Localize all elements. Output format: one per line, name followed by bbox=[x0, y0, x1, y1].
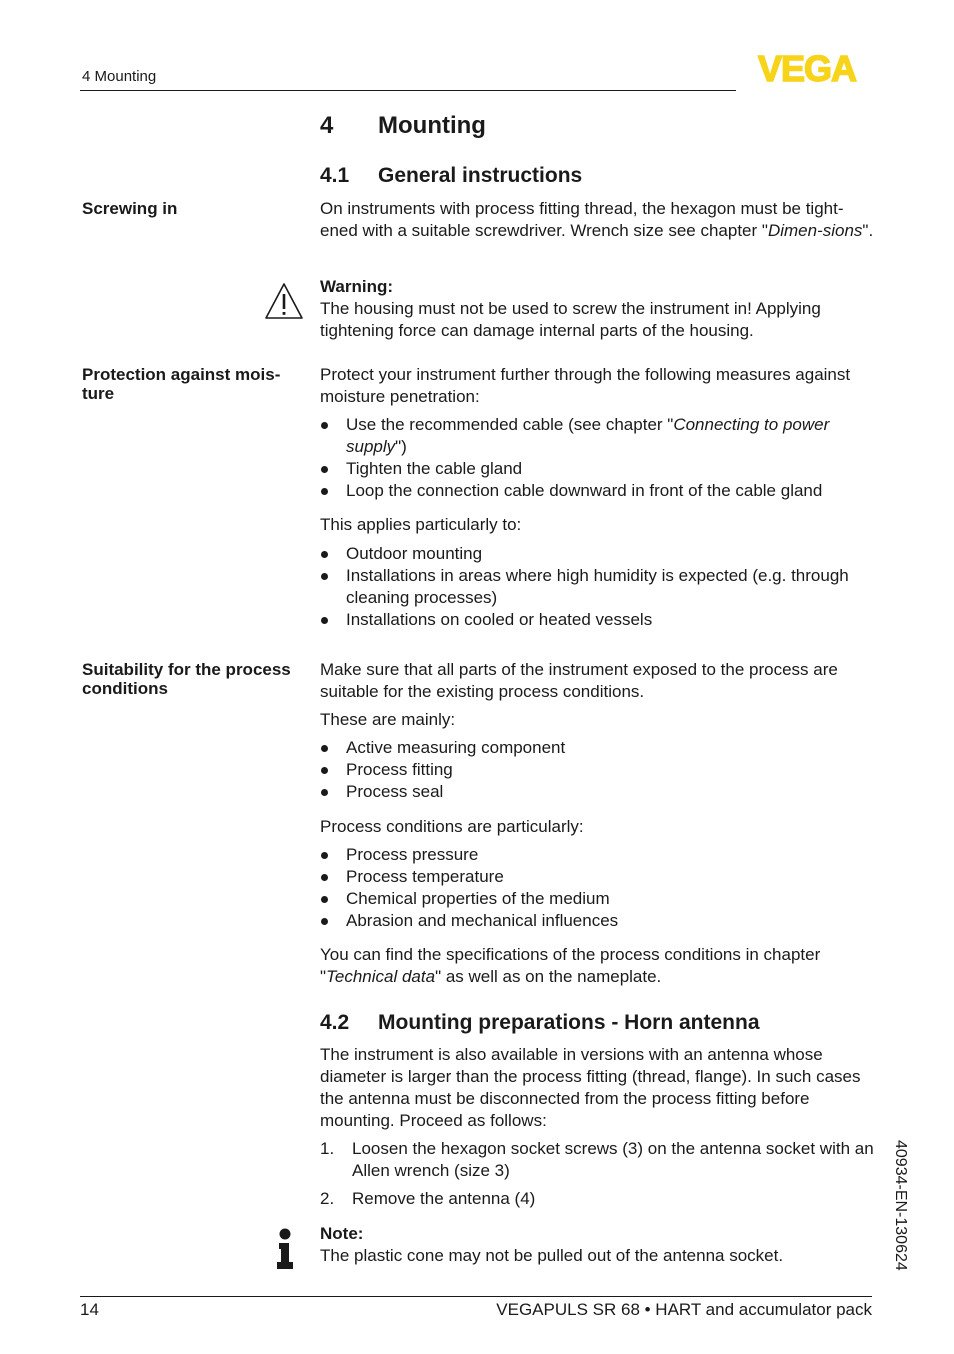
list-item: Process pressure bbox=[320, 844, 880, 866]
list-item: Loop the connection cable downward in front of the cable gland bbox=[320, 480, 880, 502]
section-heading-4-2: 4.2 Mounting preparations - Horn antenna bbox=[320, 1011, 760, 1034]
list-item: Installations on cooled or heated vessels bbox=[320, 609, 880, 631]
vega-logo bbox=[740, 52, 874, 84]
warning-triangle-icon bbox=[264, 282, 304, 320]
page-number: 14 bbox=[80, 1300, 99, 1319]
margin-label-screwing: Screwing in bbox=[82, 199, 178, 218]
list-item: 1. Loosen the hexagon socket screws (3) on the antenna socket with an Allen wrench (size 3) bbox=[320, 1139, 874, 1180]
list-item: Process seal bbox=[320, 781, 880, 803]
bullet-icon bbox=[321, 896, 328, 903]
warning-title: Warning: bbox=[320, 277, 394, 296]
moisture-measures-list bbox=[320, 414, 880, 502]
applies-text: This applies particularly to: bbox=[320, 515, 522, 534]
footer-title: VEGAPULS SR 68 • HART and accumulator pack bbox=[496, 1300, 872, 1319]
list-item: 2. Remove the antenna (4) bbox=[320, 1189, 536, 1208]
footer-rule bbox=[80, 1296, 872, 1297]
document-id: 40934-EN-130624 bbox=[892, 1140, 909, 1271]
list-item: Outdoor mounting bbox=[320, 543, 880, 565]
screwing-paragraph: On instruments with process fitting thread, the hexagon must be tight-ened with a suitable screwdriver. Wrench size see chapter "Dimen-sions". bbox=[320, 199, 874, 240]
bullet-icon bbox=[321, 745, 328, 752]
steps-list bbox=[320, 1138, 880, 1216]
svg-text:VEGA: VEGA bbox=[757, 52, 857, 84]
applies-list bbox=[320, 543, 880, 631]
warning-text: The housing must not be used to screw the instrument in! Applying tightening force can damage internal parts of the housing. bbox=[320, 299, 821, 340]
mainly-text: These are mainly: bbox=[320, 710, 456, 729]
bullet-icon bbox=[321, 789, 328, 796]
bullet-icon bbox=[321, 573, 328, 580]
header-rule bbox=[80, 90, 736, 91]
list-item: Process fitting bbox=[320, 759, 880, 781]
bullet-icon bbox=[321, 488, 328, 495]
bullet-icon bbox=[321, 466, 328, 473]
list-item: Use the recommended cable (see chapter "Connecting to power supply") bbox=[320, 414, 880, 458]
moisture-intro: Protect your instrument further through the following measures against moisture penetration: bbox=[320, 365, 851, 406]
section-heading-4-1: 4.1 General instructions bbox=[320, 164, 583, 187]
conditions-list bbox=[320, 844, 880, 932]
list-item: Tighten the cable gland bbox=[320, 458, 880, 480]
bullet-icon bbox=[321, 874, 328, 881]
bullet-icon bbox=[321, 918, 328, 925]
bullet-icon bbox=[321, 852, 328, 859]
mainly-list bbox=[320, 737, 880, 803]
specifications-paragraph: You can find the specifications of the process conditions in chapter "Technical data" as well as on the nameplate. bbox=[320, 945, 821, 986]
running-header: 4 Mounting bbox=[82, 68, 157, 85]
note-title: Note: bbox=[320, 1224, 364, 1243]
margin-label-moisture: Protection against mois-ture bbox=[82, 365, 281, 403]
horn-antenna-intro: The instrument is also available in versions with an antenna whose diameter is larger than the process fitting (thread, flange). In such cases the antenna must be disconnected from the process fitting before mounting. Proceed as follows: bbox=[320, 1045, 861, 1130]
bullet-icon bbox=[321, 422, 328, 429]
bullet-icon bbox=[321, 551, 328, 558]
list-item: Process temperature bbox=[320, 866, 880, 888]
suitability-intro: Make sure that all parts of the instrument exposed to the process are suitable for the existing process conditions. bbox=[320, 660, 838, 701]
particularly-text: Process conditions are particularly: bbox=[320, 817, 584, 836]
list-item: Abrasion and mechanical influences bbox=[320, 910, 880, 932]
chapter-heading: 4 Mounting bbox=[320, 112, 486, 139]
bullet-icon bbox=[321, 617, 328, 624]
note-text: The plastic cone may not be pulled out of the antenna socket. bbox=[320, 1246, 784, 1265]
info-icon bbox=[274, 1228, 296, 1270]
list-item: Active measuring component bbox=[320, 737, 880, 759]
bullet-icon bbox=[321, 767, 328, 774]
margin-label-suitability: Suitability for the process conditions bbox=[82, 660, 291, 698]
list-item: Chemical properties of the medium bbox=[320, 888, 880, 910]
list-item: Installations in areas where high humidity is expected (e.g. through cleaning processes) bbox=[320, 565, 880, 609]
